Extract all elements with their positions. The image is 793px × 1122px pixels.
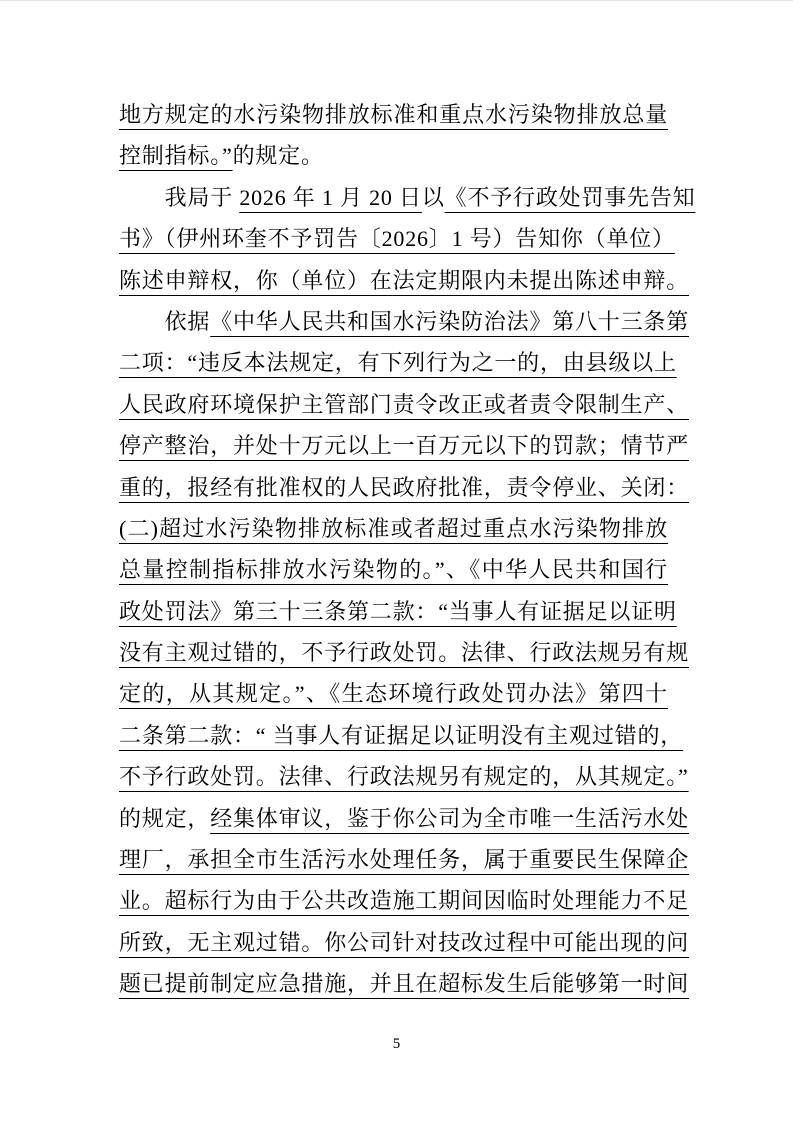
text-line: [119, 301, 690, 342]
underlined-text: 没有主观过错的，不予行政处罚。法律、行政法规另有规: [119, 640, 690, 666]
text-line: [119, 260, 690, 301]
plain-text: 依据: [119, 308, 211, 334]
top-edge-line: [0, 0, 793, 1]
underlined-text: 不予行政处罚。法律、行政法规另有规定的，从其规定。”: [119, 764, 689, 790]
underlined-text: 控制指标。”: [119, 143, 233, 169]
text-line: [119, 922, 690, 963]
text-line: [119, 880, 690, 921]
text-line: [119, 632, 690, 673]
plain-text: 的规定，: [119, 805, 211, 831]
underlined-text: 停产整治，并处十万元以上一百万元以下的罚款；情节严: [119, 433, 690, 459]
text-line: [119, 591, 677, 632]
text-line: [119, 839, 690, 880]
underlined-text: 《不予行政处罚事先告知: [444, 184, 696, 210]
underlined-text: 二条第二款：“ 当事人有证据足以证明没有主观过错的，: [119, 722, 684, 748]
text-line: [119, 425, 690, 466]
text-line: [119, 177, 696, 218]
plain-text: 以: [421, 184, 445, 210]
underlined-text: 地方规定的水污染物排放标准和重点水污染物排放总量: [119, 102, 668, 127]
underlined-text: 人民政府环境保护主管部门责令改正或者责令限制生产、: [119, 391, 690, 417]
text-line: [119, 756, 689, 797]
text-line: [119, 798, 690, 839]
underlined-text: 业。超标行为由于公共改造施工期间因临时处理能力不足: [119, 888, 690, 914]
underlined-text: 二项：“违反本法规定，有下列行为之一的，由县级以上: [119, 350, 677, 376]
text-line: [119, 135, 668, 176]
text-line: [119, 715, 684, 756]
underlined-text: 总量控制指标排放水污染物的。”、《中华人民共和国行: [119, 557, 668, 583]
underlined-text: 理厂，承担全市生活污水处理任务，属于重要民生保障企: [119, 847, 690, 873]
text-line: [119, 218, 675, 259]
underlined-text: 陈述申辩权，你（单位）在法定期限内未提出陈述申辩。: [119, 267, 690, 293]
text-line: [119, 94, 668, 135]
underlined-text: (二)超过水污染物排放标准或者超过重点水污染物排放: [119, 515, 668, 541]
underlined-text: 重的，报经有批准权的人民政府批准，责令停业、关闭：: [119, 474, 690, 500]
underlined-text: 《中华人民共和国水污染防治法》第八十三条第: [210, 308, 690, 334]
text-line: [119, 963, 690, 1004]
underlined-text: 题已提前制定应急措施，并且在超标发生后能够第一时间: [119, 971, 690, 997]
text-line: [119, 467, 690, 508]
underlined-text: 2026 年 1 月 20 日: [239, 184, 422, 210]
text-line: [119, 342, 677, 383]
plain-text: 我局于: [119, 184, 240, 210]
text-line: [119, 384, 690, 425]
underlined-text: 政处罚法》第三十三条第二款：“当事人有证据足以证明: [119, 598, 677, 624]
underlined-text: 所致，无主观过错。你公司针对技改过程中可能出现的问: [119, 929, 690, 955]
underlined-text: 经集体审议，鉴于你公司为全市唯一生活污水处: [210, 805, 690, 831]
underlined-text: 书》（伊州环奎不予罚告〔2026〕1 号）告知你（单位）: [119, 226, 675, 252]
underlined-text: 定的，从其规定。”、《生态环境行政处罚办法》第四十: [119, 681, 668, 707]
page-number: 5: [392, 1036, 401, 1052]
text-line: [119, 673, 668, 714]
text-line: [119, 549, 668, 590]
document-lines: [119, 94, 696, 1005]
text-line: [119, 508, 668, 549]
plain-text: 的规定。: [232, 143, 324, 169]
